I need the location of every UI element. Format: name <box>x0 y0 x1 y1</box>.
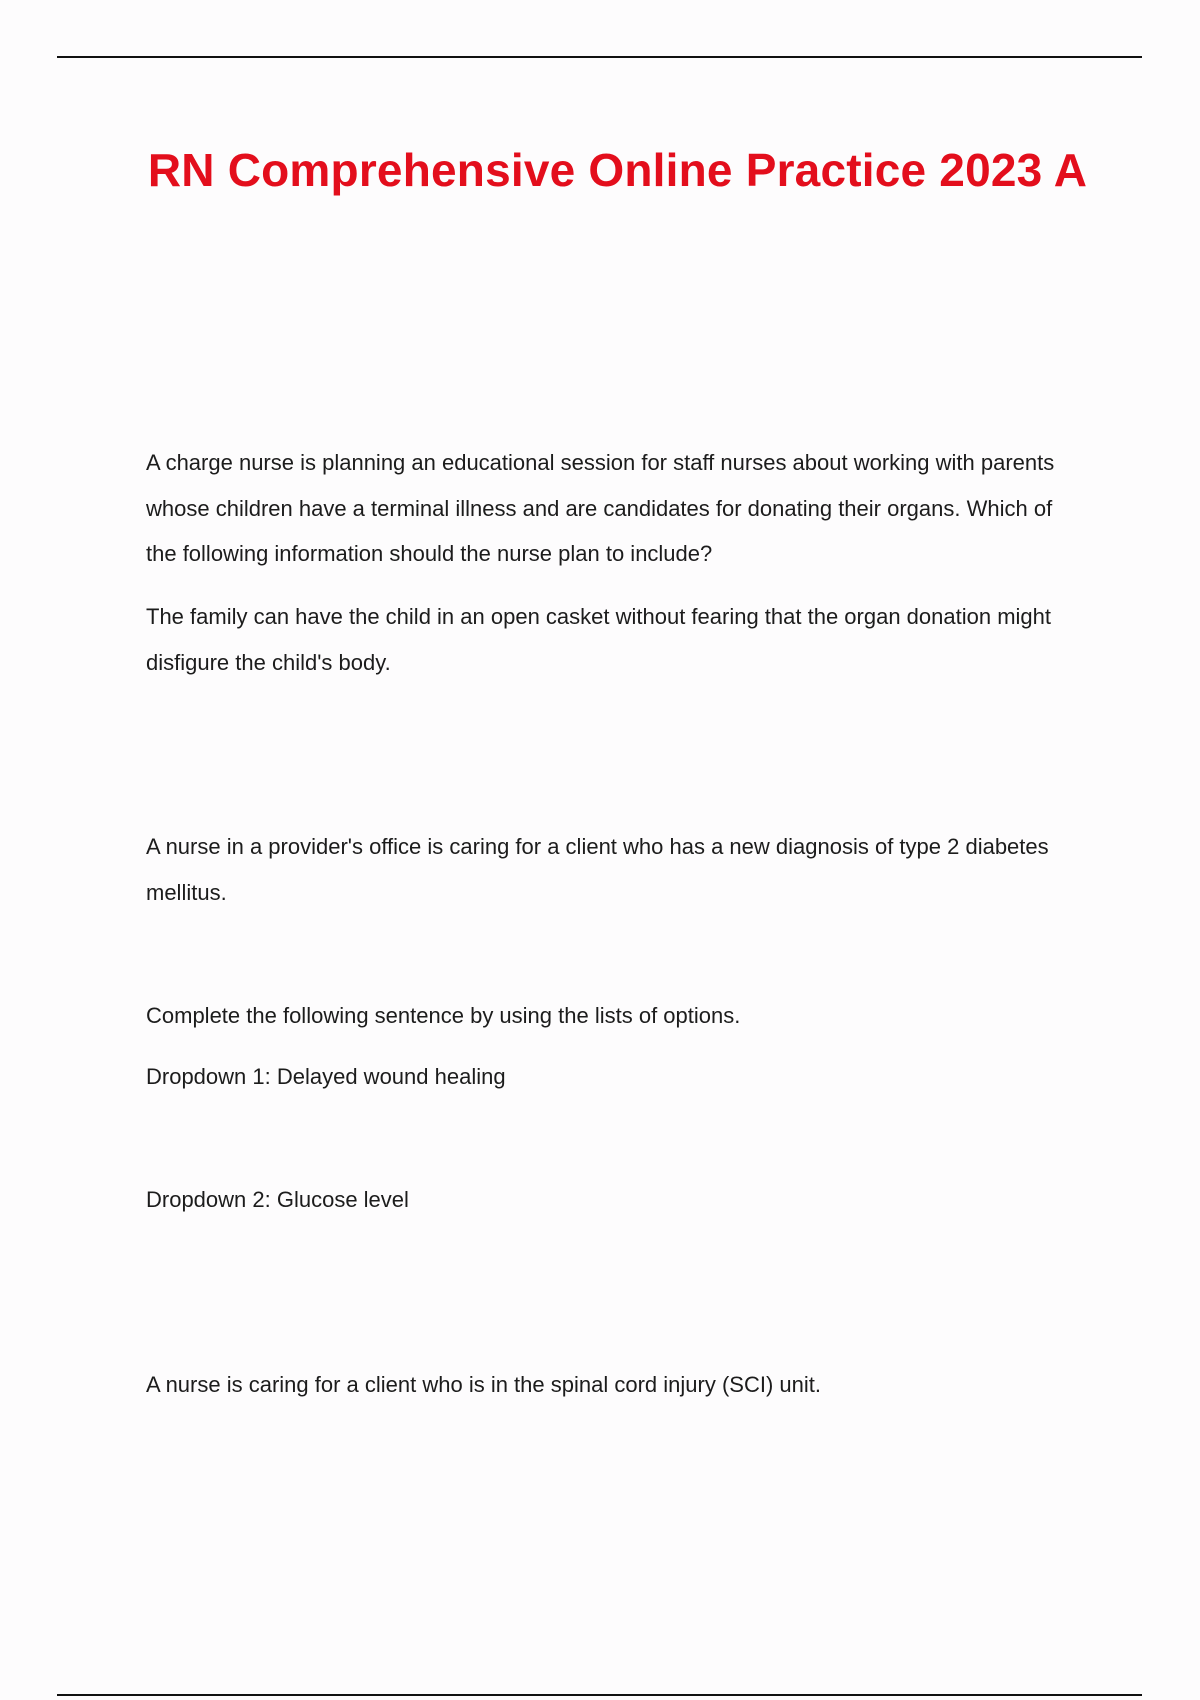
question-charge-nurse: A charge nurse is planning an educational session for staff nurses about working with parents whose children have a terminal illness and are candidates for donating their organs. Which of the following information should the nurse plan to include? <box>146 450 1055 566</box>
answer-open-casket: The family can have the child in an open casket without fearing that the organ donation might disfigure the child's body. <box>146 604 1052 675</box>
instruction-complete-sentence: Complete the following sentence by using the lists of options. <box>146 1003 741 1028</box>
dropdown-1-answer: Dropdown 1: Delayed wound healing <box>146 1064 506 1089</box>
top-rule <box>57 56 1142 58</box>
dropdown-2-answer: Dropdown 2: Glucose level <box>146 1187 409 1212</box>
question-sci-unit: A nurse is caring for a client who is in the spinal cord injury (SCI) unit. <box>146 1372 821 1397</box>
bottom-rule <box>57 1694 1142 1696</box>
document-title: RN Comprehensive Online Practice 2023 A <box>147 144 1088 196</box>
question-diabetes-client: A nurse in a provider's office is caring for a client who has a new diagnosis of type 2 diabetes mellitus. <box>146 834 1049 905</box>
